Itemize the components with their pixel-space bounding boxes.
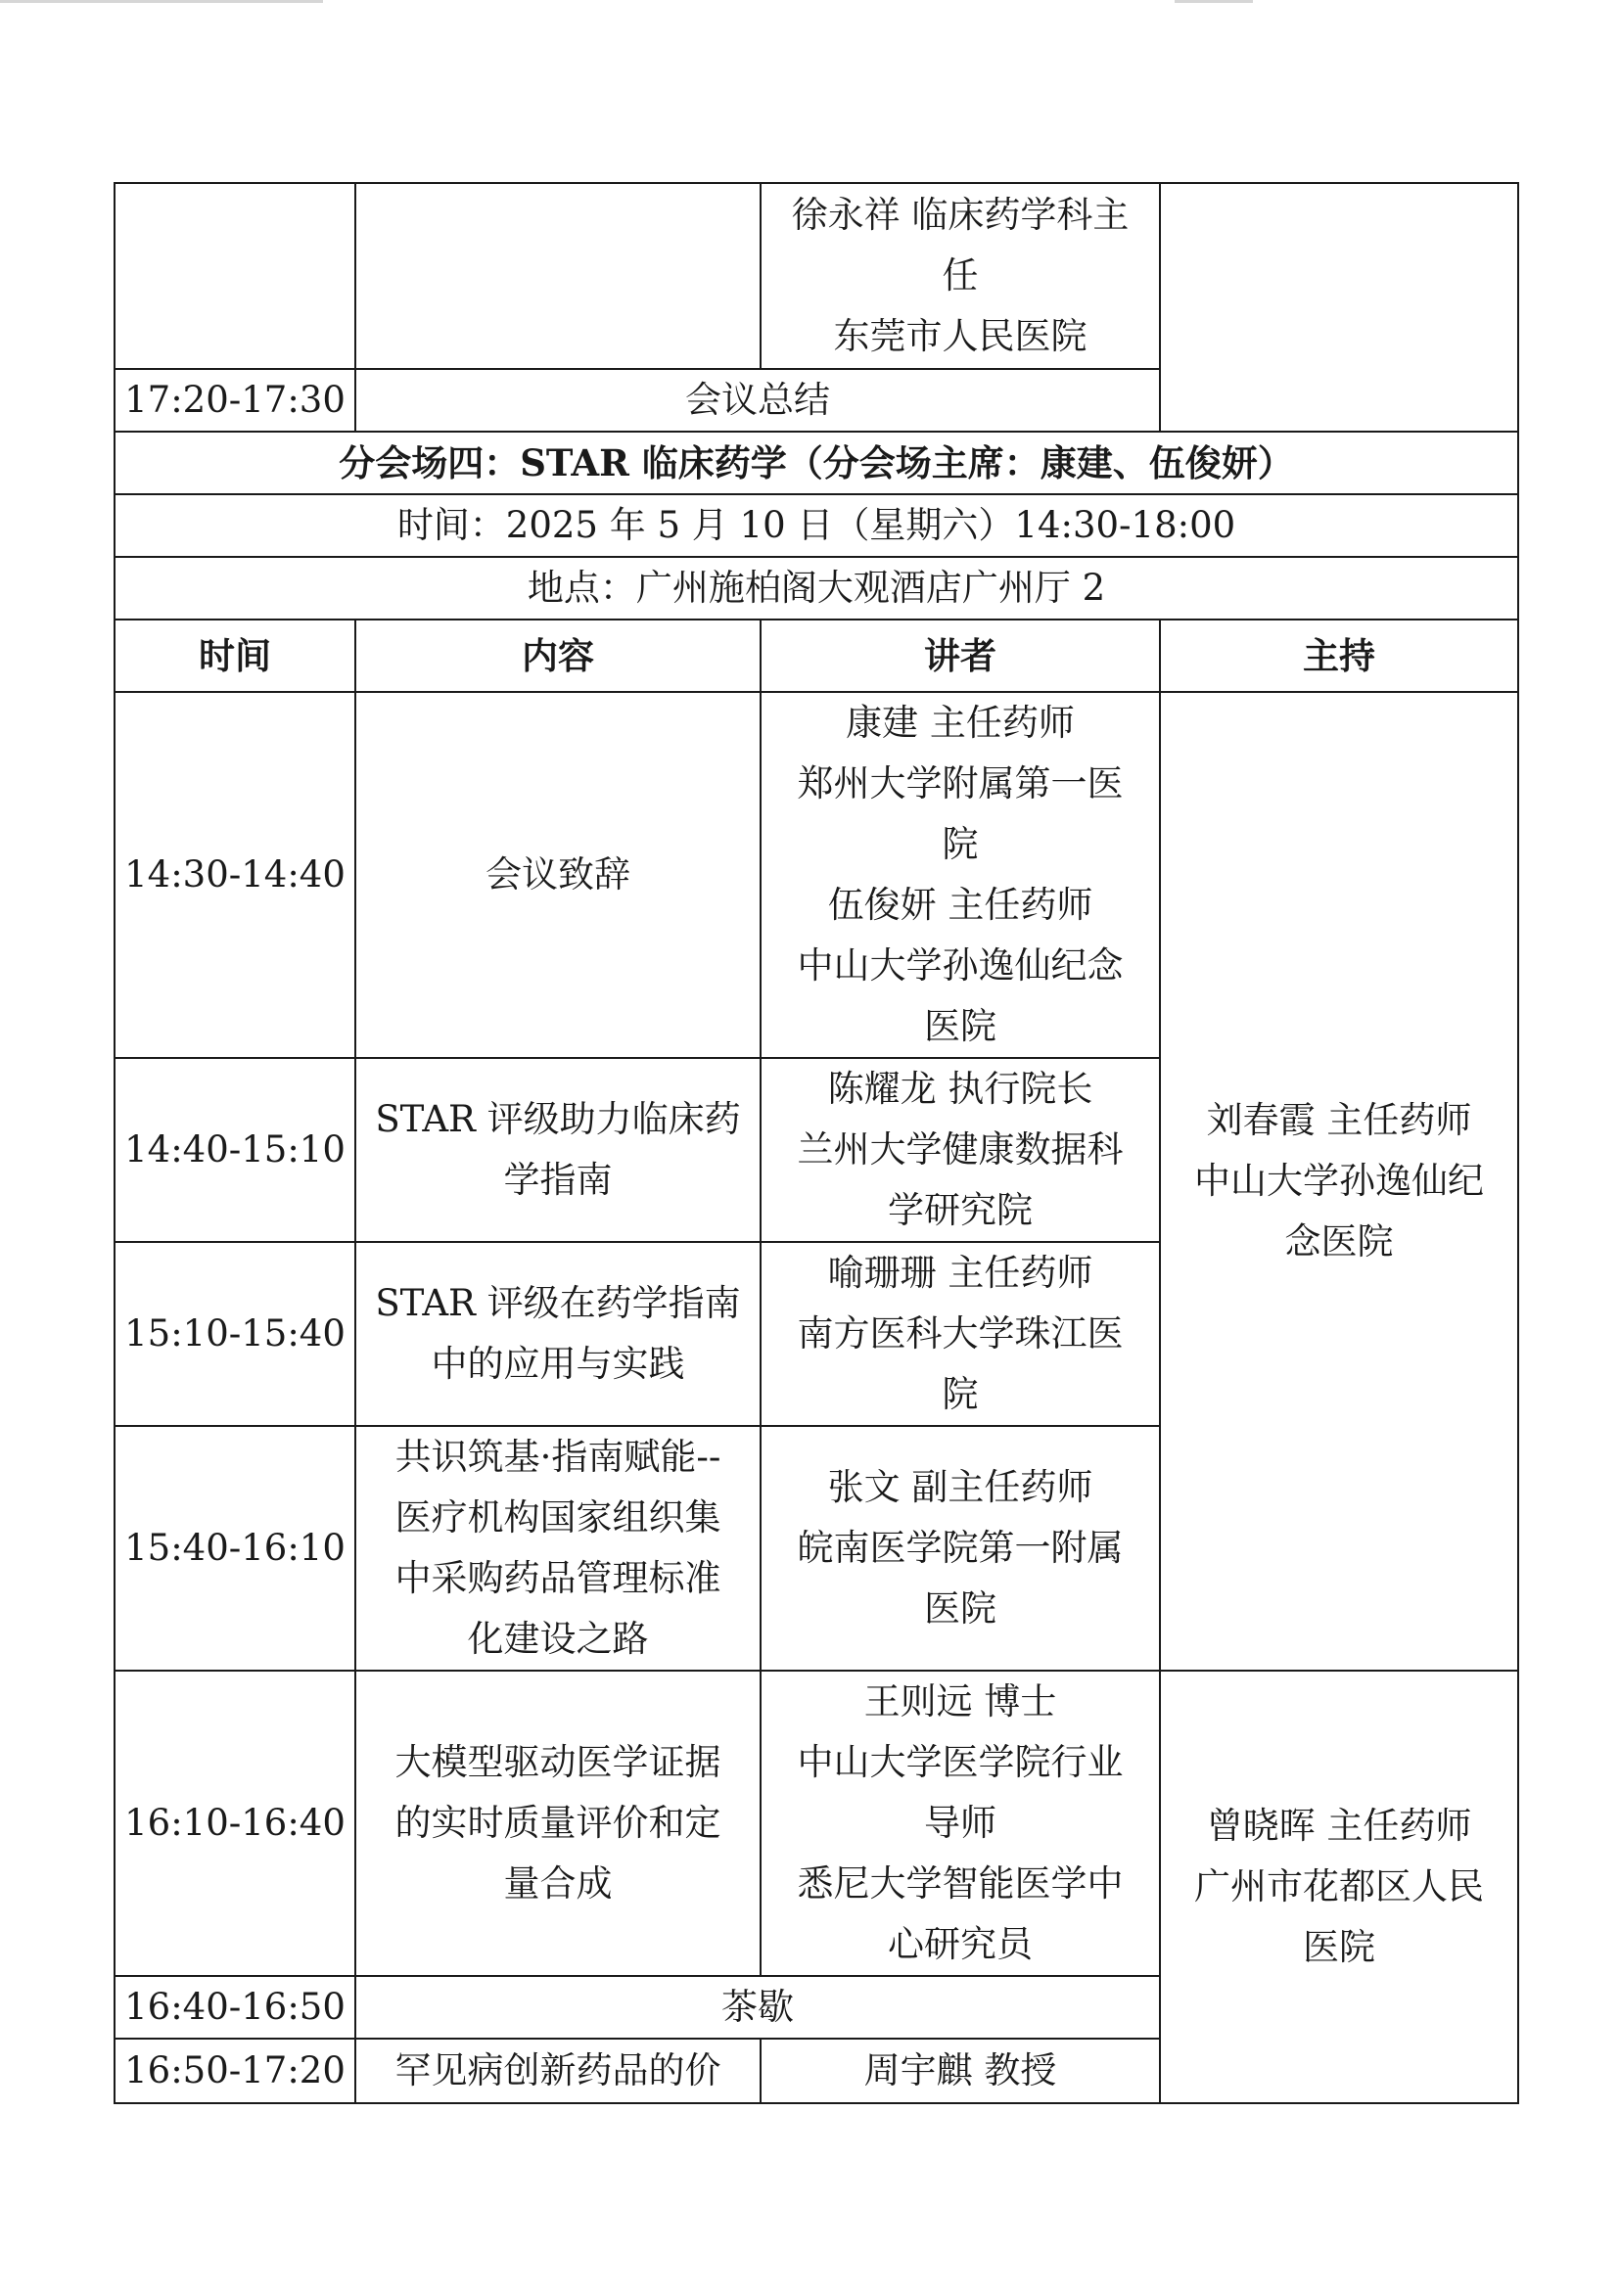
header-time: 时间 (115, 620, 355, 692)
host-cell: 刘春霞 主任药师 中山大学孙逸仙纪 念医院 (1160, 692, 1518, 1671)
content-cell: 茶歇 (355, 1976, 1160, 2039)
session-title: 分会场四：STAR 临床药学（分会场主席：康建、伍俊妍） (115, 432, 1518, 494)
speaker-cell: 陈耀龙 执行院长 兰州大学健康数据科 学研究院 (761, 1058, 1160, 1242)
speaker-cell: 周宇麒 教授 (761, 2039, 1160, 2103)
cell-empty (115, 183, 355, 369)
table-row (115, 692, 1518, 1058)
content-cell: 会议致辞 (355, 692, 761, 1058)
scan-mark (0, 0, 323, 3)
host-cell (1160, 183, 1518, 432)
time-cell: 14:30-14:40 (115, 692, 355, 1058)
session-time: 时间：2025 年 5 月 10 日（星期六）14:30-18:00 (115, 494, 1518, 557)
table-row (115, 183, 1518, 369)
speaker-cell: 王则远 博士 中山大学医学院行业 导师 悉尼大学智能医学中 心研究员 (761, 1671, 1160, 1976)
scan-mark (1175, 0, 1253, 3)
speaker-cell: 康建 主任药师 郑州大学附属第一医 院 伍俊妍 主任药师 中山大学孙逸仙纪念 医院 (761, 692, 1160, 1058)
time-cell: 16:50-17:20 (115, 2039, 355, 2103)
host-cell: 曾晓晖 主任药师 广州市花都区人民 医院 (1160, 1671, 1518, 2103)
content-cell: 罕见病创新药品的价 (355, 2039, 761, 2103)
speaker-cell: 喻珊珊 主任药师 南方医科大学珠江医 院 (761, 1242, 1160, 1426)
header-host: 主持 (1160, 620, 1518, 692)
header-row (115, 620, 1518, 692)
time-cell: 15:10-15:40 (115, 1242, 355, 1426)
session-title-row (115, 432, 1518, 494)
session-place: 地点：广州施柏阁大观酒店广州厅 2 (115, 557, 1518, 620)
schedule-table (114, 182, 1519, 2104)
content-cell: 大模型驱动医学证据 的实时质量评价和定 量合成 (355, 1671, 761, 1976)
cell-empty (355, 183, 761, 369)
header-speaker: 讲者 (761, 620, 1160, 692)
time-cell: 15:40-16:10 (115, 1426, 355, 1671)
speaker-cell: 张文 副主任药师 皖南医学院第一附属 医院 (761, 1426, 1160, 1671)
content-cell: 共识筑基·指南赋能-- 医疗机构国家组织集 中采购药品管理标准 化建设之路 (355, 1426, 761, 1671)
content-cell: STAR 评级助力临床药 学指南 (355, 1058, 761, 1242)
time-cell: 16:40-16:50 (115, 1976, 355, 2039)
time-cell: 14:40-15:10 (115, 1058, 355, 1242)
time-cell: 16:10-16:40 (115, 1671, 355, 1976)
header-content: 内容 (355, 620, 761, 692)
content-cell: STAR 评级在药学指南 中的应用与实践 (355, 1242, 761, 1426)
time-cell: 17:20-17:30 (115, 369, 355, 432)
content-cell: 会议总结 (355, 369, 1160, 432)
session-place-row (115, 557, 1518, 620)
table-row (115, 1671, 1518, 1976)
session-time-row (115, 494, 1518, 557)
speaker-cell: 徐永祥 临床药学科主 任 东莞市人民医院 (761, 183, 1160, 369)
